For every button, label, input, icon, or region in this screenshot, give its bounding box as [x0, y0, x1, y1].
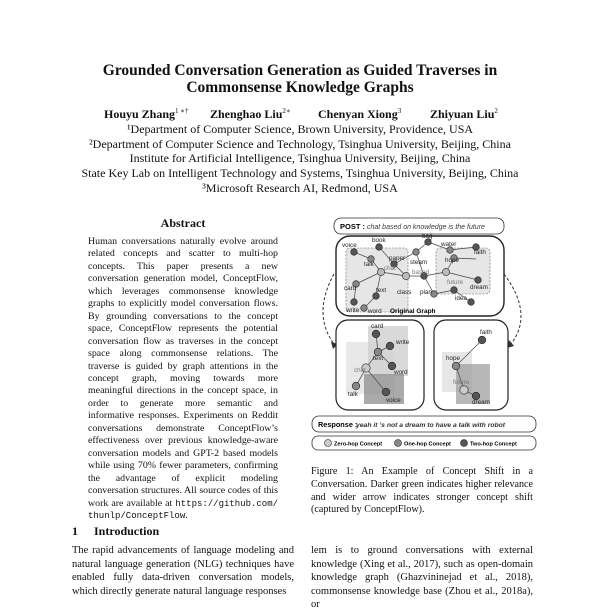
author-2: Zhenghao Liu$^{2∗}$ — [210, 107, 291, 121]
author-4: Zhiyuan Liu$^2$ — [430, 107, 498, 121]
svg-text:text: text — [376, 287, 387, 294]
code-link[interactable]: https://github.com/ — [175, 498, 278, 509]
svg-text:class: class — [397, 289, 412, 296]
code-link-continued[interactable]: thunlp/ConceptFlow — [88, 510, 186, 521]
svg-text:hope: hope — [446, 355, 461, 362]
svg-text:chat: chat — [384, 265, 396, 272]
svg-text:write: write — [346, 307, 360, 314]
right-column-paragraph: lem is to ground conversations with external knowledge (Xing et al., 2017), such as open-domain knowledge graph (Ghazvininejad et al., 2018), commonsense knowledge base (Zhou et al., 2018a), or — [311, 545, 533, 611]
author-3: Chenyan Xiong$^3$ — [318, 107, 402, 121]
affiliation-3: Institute for Artificial Intelligence, Tsinghua University, Beijing, China — [129, 151, 471, 166]
concept-graph-svg — [306, 214, 542, 459]
svg-text:water: water — [441, 241, 457, 248]
response-label: Response : — [318, 420, 358, 429]
post-label: POST : — [340, 222, 366, 231]
svg-text:card: card — [344, 285, 357, 292]
graph-title: Original Graph — [390, 308, 436, 315]
svg-text:dream: dream — [470, 284, 488, 291]
svg-text:talk: talk — [364, 261, 374, 268]
post-text: chat based on knowledge is the future — [367, 224, 485, 231]
figure-concept-shift — [306, 214, 542, 459]
svg-text:voice: voice — [386, 397, 401, 404]
title-line-2: Commonsense Knowledge Graphs — [186, 79, 414, 96]
svg-text:based: based — [412, 269, 430, 276]
svg-text:chat: chat — [354, 367, 366, 374]
legend-one-hop: One-hop Concept — [404, 441, 451, 448]
svg-text:plan: plan — [420, 289, 432, 296]
svg-text:text: text — [373, 355, 384, 362]
legend-zero-hop: Zero-hop Concept — [334, 441, 383, 448]
svg-text:bag: bag — [422, 233, 433, 240]
svg-text:future: future — [447, 279, 464, 286]
svg-text:card: card — [371, 323, 384, 330]
affiliation-1: ¹Department of Computer Science, Brown University, Providence, USA — [126, 122, 474, 136]
svg-text:dream: dream — [472, 399, 490, 406]
svg-text:faith: faith — [480, 329, 492, 336]
svg-text:word: word — [368, 308, 382, 315]
affiliation-4: State Key Lab on Intelligent Technology and Systems, Tsinghua University, Beijing, China — [81, 166, 519, 181]
figure-caption: Figure 1: An Example of Concept Shift in a Conversation. Darker green indicates higher relevance and wider arrow indicates stronger concept shift (captured by ConceptFlow). — [311, 466, 533, 516]
section-heading: 1 Introduction — [72, 524, 160, 538]
affiliation-5: ³Microsoft Research AI, Redmond, USA — [202, 180, 398, 195]
svg-text:faith: faith — [474, 249, 486, 256]
svg-text:voice: voice — [342, 242, 357, 249]
affiliations — [0, 122, 600, 196]
svg-text:hope: hope — [445, 257, 460, 264]
response-text: yeah it ’s not a dream to have a talk with robot — [356, 422, 506, 429]
svg-text:talk: talk — [348, 391, 358, 398]
svg-text:future: future — [453, 379, 470, 386]
legend-two-hop: Two-hop Concept — [470, 441, 517, 448]
author-1: Houyu Zhang$^{1 ∗\dagger}$ — [104, 107, 189, 121]
abstract-heading: Abstract — [160, 216, 206, 230]
svg-text:word: word — [394, 369, 408, 376]
svg-text:steam: steam — [410, 259, 428, 266]
svg-text:paper: paper — [389, 255, 406, 262]
affiliation-2: ²Department of Computer Science and Technology, Tsinghua University, Beijing, China — [89, 136, 511, 151]
svg-text:write: write — [396, 339, 410, 346]
title-line-1: Grounded Conversation Generation as Guided Traverses in — [102, 62, 498, 79]
paper-title — [0, 62, 600, 96]
svg-text:idea: idea — [455, 295, 467, 302]
abstract-body: Human conversations naturally evolve around related concepts and scatter to multi-hop concepts. This paper presents a new conversation generation model, ConceptFlow, which leverages commonsense knowledge graphs to explicitly model conversation flows. By grounding conversations to the concept space, ConceptFlow represents the potential conversation flow as traverses in the concept space along commonsense relations. The traverse is guided by graph attentions in the concept graph, moving towards more meaningful directions in the concept space, in order to generate more semantic and informative responses. Experiments on Reddit conversations demonstrate ConceptFlow’s effectiveness over previous knowledge-aware conversation models and GPT-2 based models while using 70% fewer parameters, confirming the advantage of explicit modeling conversation structures. All source codes of this work are available at https://github.com/ thunlp/ConceptFlow. — [88, 236, 278, 521]
intro-paragraph: The rapid advancements of language modeling and natural language generation (NLG) techniques have enabled fully data-driven conversation models, which directly generate natural language responses — [72, 545, 294, 597]
svg-text:book: book — [372, 237, 386, 244]
